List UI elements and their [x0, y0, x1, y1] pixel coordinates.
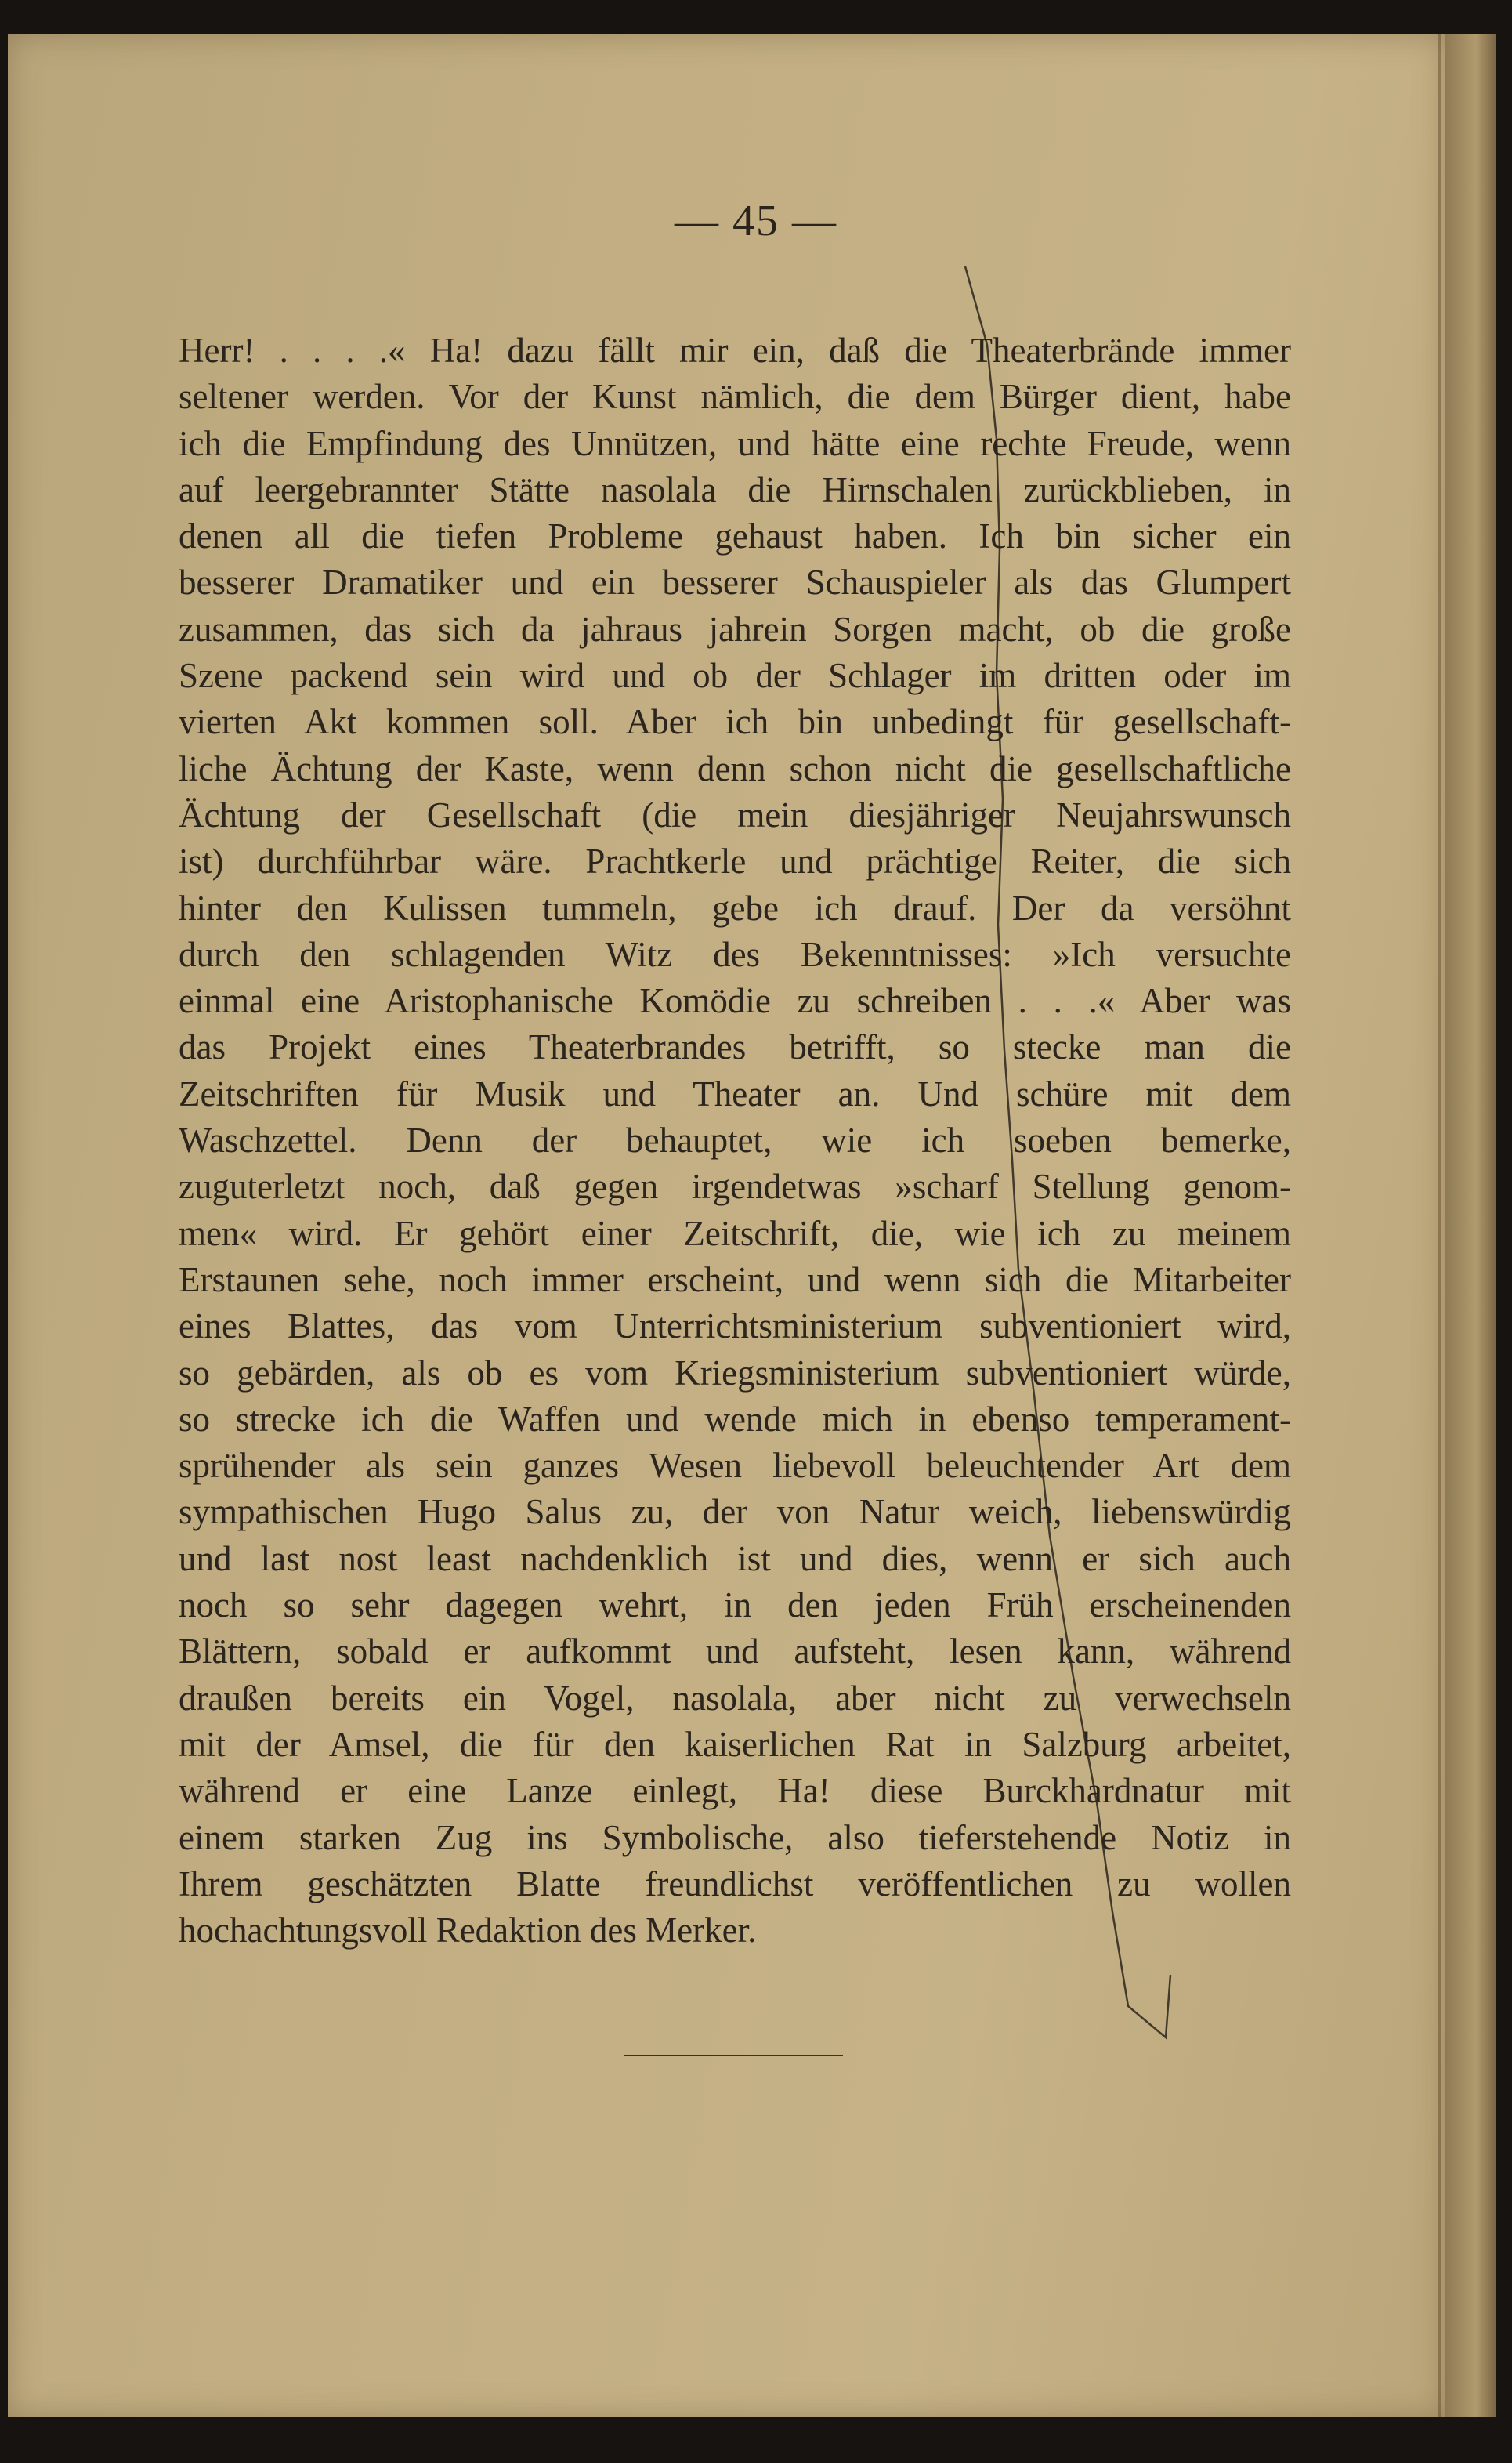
text-line: durch den schlagenden Witz des Bekenntnisses: »Ich versuchte [179, 934, 1291, 974]
text-line: ich die Empfindung des Unnützen, und hätte eine rechte Freude, wenn [179, 423, 1291, 463]
text-line: so gebärden, als ob es vom Kriegsministerium subventioniert würde, [179, 1353, 1291, 1393]
text-line: Ächtung der Gesellschaft (die mein diesjähriger Neujahrswunsch [179, 795, 1291, 835]
text-line: eines Blattes, das vom Unterrichtsministerium subventioniert wird, [179, 1306, 1291, 1346]
text-line: sprühender als sein ganzes Wesen liebevoll beleuchtender Art dem [179, 1446, 1291, 1486]
text-line: Ihrem geschätzten Blatte freundlichst veröffentlichen zu wollen [179, 1864, 1291, 1903]
text-line: das Projekt eines Theaterbrandes betrifft, so stecke man die [179, 1027, 1291, 1067]
text-line: Herr! . . . .« Ha! dazu fällt mir ein, daß die Theaterbrände immer [179, 331, 1291, 370]
closing-rule [624, 2055, 843, 2056]
text-line: seltener werden. Vor der Kunst nämlich, die dem Bürger dient, habe [179, 377, 1291, 417]
page-fold-shadow [1438, 34, 1441, 2417]
body-text [179, 328, 1291, 1954]
text-line: Szene packend sein wird und ob der Schlager im dritten oder im [179, 656, 1291, 696]
text-line: während er eine Lanze einlegt, Ha! diese Burckhardnatur mit [179, 1771, 1291, 1811]
text-line: vierten Akt kommen soll. Aber ich bin unbedingt für gesellschaft- [179, 702, 1291, 742]
text-line: ist) durchführbar wäre. Prachtkerle und prächtige Reiter, die sich [179, 842, 1291, 882]
text-line: und last nost least nachdenklich ist und dies, wenn er sich auch [179, 1538, 1291, 1578]
text-line: Zeitschriften für Musik und Theater an. Und schüre mit dem [179, 1074, 1291, 1114]
text-line: hochachtungsvoll Redaktion des Merker. [179, 1911, 757, 1950]
text-line: liche Ächtung der Kaste, wenn denn schon nicht die gesellschaftliche [179, 748, 1291, 788]
text-line: Erstaunen sehe, noch immer erscheint, und wenn sich die Mitarbeiter [179, 1259, 1291, 1299]
text-line: denen all die tiefen Probleme gehaust haben. Ich bin sicher ein [179, 516, 1291, 556]
page-number: — 45 — [675, 197, 837, 245]
text-line: einem starken Zug ins Symbolische, also tieferstehende Notiz in [179, 1817, 1291, 1857]
text-line: hinter den Kulissen tummeln, gebe ich drauf. Der da versöhnt [179, 888, 1291, 928]
text-line: men« wird. Er gehört einer Zeitschrift, die, wie ich zu meinem [179, 1213, 1291, 1253]
text-line: Waschzettel. Denn der behauptet, wie ich soeben bemerke, [179, 1121, 1291, 1161]
next-page-edge [1445, 34, 1496, 2417]
text-line: noch so sehr dagegen wehrt, in den jeden Früh erscheinenden [179, 1585, 1291, 1625]
text-line: draußen bereits ein Vogel, nasolala, aber nicht zu verwechseln [179, 1678, 1291, 1718]
text-line: zusammen, das sich da jahraus jahrein Sorgen macht, ob die große [179, 609, 1291, 649]
text-line: Blättern, sobald er aufkommt und aufsteht, lesen kann, während [179, 1632, 1291, 1672]
text-line: einmal eine Aristophanische Komödie zu schreiben . . .« Aber was [179, 981, 1291, 1021]
text-line: auf leergebrannter Stätte nasolala die Hirnschalen zurückblieben, in [179, 469, 1291, 509]
text-line: zuguterletzt noch, daß gegen irgendetwas »scharf Stellung genom- [179, 1167, 1291, 1207]
text-line: besserer Dramatiker und ein besserer Schauspieler als das Glumpert [179, 563, 1291, 603]
text-line: sympathischen Hugo Salus zu, der von Natur weich, liebenswürdig [179, 1492, 1291, 1532]
text-line: mit der Amsel, die für den kaiserlichen Rat in Salzburg arbeitet, [179, 1724, 1291, 1764]
text-line: so strecke ich die Waffen und wende mich in ebenso temperament- [179, 1399, 1291, 1439]
